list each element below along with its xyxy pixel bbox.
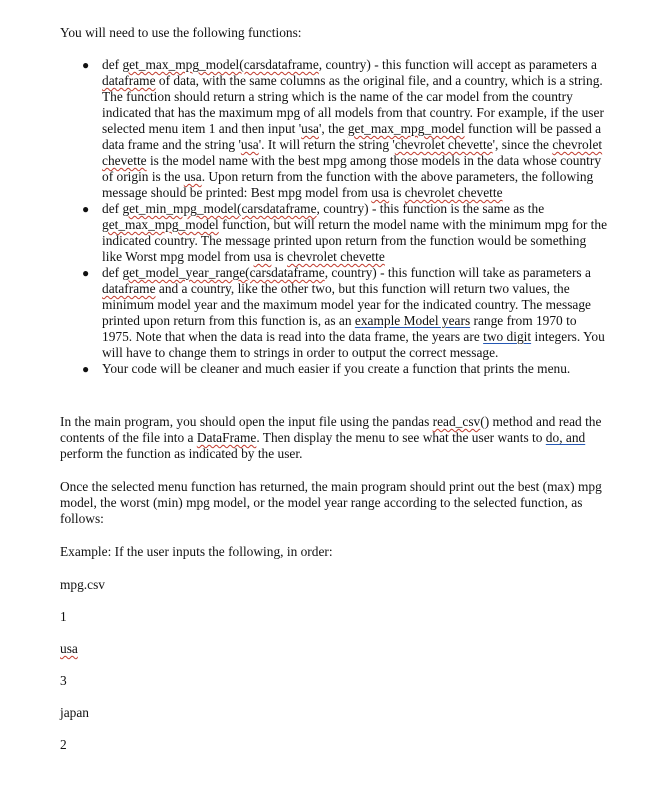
bullet-text (102, 361, 570, 376)
text-run: of data, with the same columns as the original file, and a country, which is a string. The function should return a string which is the name of the car model from the country indicated that has the maximum mpg of all models from that country. For example, if the user selected menu item 1 and then input ' (102, 73, 604, 136)
main-program-paragraph (60, 414, 608, 462)
flagged-word: usa (253, 249, 272, 264)
bullet-text (102, 57, 604, 200)
flagged-word: usa (301, 121, 319, 136)
example-input-menu-2: 3 (60, 673, 67, 688)
flagged-word: chevrolet chevette (287, 249, 385, 264)
text-run: integers. You will have to change them to strings in order to output the correct message. (102, 329, 605, 360)
text-run: function, but will return the model name with the minimum mpg for the indicated country. The message printed upon return from the function would be something like Worst mpg model from (102, 217, 608, 264)
text-run: def (102, 201, 123, 216)
text-run: and a country, like the other two, but this function will return two values, the minimum model year and the maximum model year for the indicated country. The message printed upon return from this function is, as an (102, 281, 591, 328)
text-run: ', since the (492, 137, 553, 152)
flagged-word: dataframe (102, 73, 156, 88)
text-run: perform the function as indicated by the user. (60, 446, 303, 461)
flagged-word: usa (183, 169, 202, 184)
text-run: ', the (319, 121, 348, 136)
example-input-file: mpg.csv (60, 577, 106, 592)
flagged-word: get_max_mpg_model (102, 217, 219, 232)
text-run: def (102, 265, 123, 280)
text-run: , country) - this function is the same as the (316, 201, 545, 216)
flagged-word: chevrolet chevette (394, 137, 493, 152)
text-run: Your code will be cleaner and much easier if you create a function that prints the menu. (102, 361, 571, 376)
bullet-icon: ● (82, 266, 90, 280)
flagged-word: get_max_mpg_model (347, 121, 465, 136)
return-paragraph: Once the selected menu function has returned, the main program should print out the best (max) mpg model, the worst (min) mpg model, or the model year range according to the selected function, as follows: (60, 479, 602, 526)
flagged-word: get_min_mpg_model(carsdataframe (122, 201, 317, 216)
underlined-phrase: two digit (483, 329, 532, 344)
text-run: , country) - this function will take as parameters a (324, 265, 591, 280)
underlined-phrase: do, and (545, 430, 586, 445)
text-run: '. It will return the string ' (258, 137, 395, 152)
text-run: def (102, 57, 123, 72)
text-run: is (389, 185, 405, 200)
flagged-word: chevrolet chevette (102, 137, 603, 168)
example-input-country-1-text: usa (60, 641, 78, 656)
text-run: In the main program, you should open the input file using the pandas (60, 414, 433, 429)
example-input-country-2: japan (60, 705, 89, 720)
example-input-menu-1: 1 (60, 609, 67, 624)
function-bullet-year-range (78, 265, 608, 361)
bullet-icon: ● (82, 58, 90, 72)
flagged-word: DataFrame (196, 430, 257, 445)
text-run: is the model name with the best mpg among those models in the data whose country of origin is the (102, 153, 602, 184)
bullet-icon: ● (82, 202, 90, 216)
function-bullet-max-mpg (78, 57, 608, 201)
main-program-text (60, 414, 601, 461)
text-run: range from 1970 to 1975. Note that when the data is read into the data frame, the years are (102, 313, 577, 344)
flagged-word: chevrolet chevette (404, 185, 503, 200)
text-run: is (271, 249, 288, 264)
text-run: , country) - this function will accept as parameters a (318, 57, 597, 72)
text-run: . Upon return from the function with the above parameters, the following message should be printed: Best mpg model from (102, 169, 594, 200)
flagged-word: get_model_year_range(carsdataframe (122, 265, 325, 280)
example-heading: Example: If the user inputs the following, in order: (60, 544, 333, 559)
bullet-icon: ● (82, 362, 90, 376)
text-run: . Then display the menu to see what the user wants to (256, 430, 546, 445)
underlined-phrase: example Model years (354, 313, 471, 328)
text-run: () method and read the contents of the file into a (60, 414, 602, 445)
function-bullet-min-mpg (78, 201, 608, 265)
flagged-word: dataframe (102, 281, 156, 296)
function-list (78, 57, 608, 377)
bullet-text (102, 201, 607, 264)
flagged-word: read_csv (432, 414, 481, 429)
intro-text: You will need to use the following functions: (60, 25, 302, 40)
flagged-word: usa (240, 137, 259, 152)
bullet-text (102, 265, 605, 360)
flagged-word: usa (371, 185, 390, 200)
example-input-country-1 (60, 641, 78, 657)
example-input-menu-3: 2 (60, 737, 67, 752)
flagged-word: get_max_mpg_model(carsdataframe (122, 57, 319, 72)
function-bullet-menu (78, 361, 608, 377)
text-run: function will be passed a data frame and the string ' (102, 121, 602, 152)
